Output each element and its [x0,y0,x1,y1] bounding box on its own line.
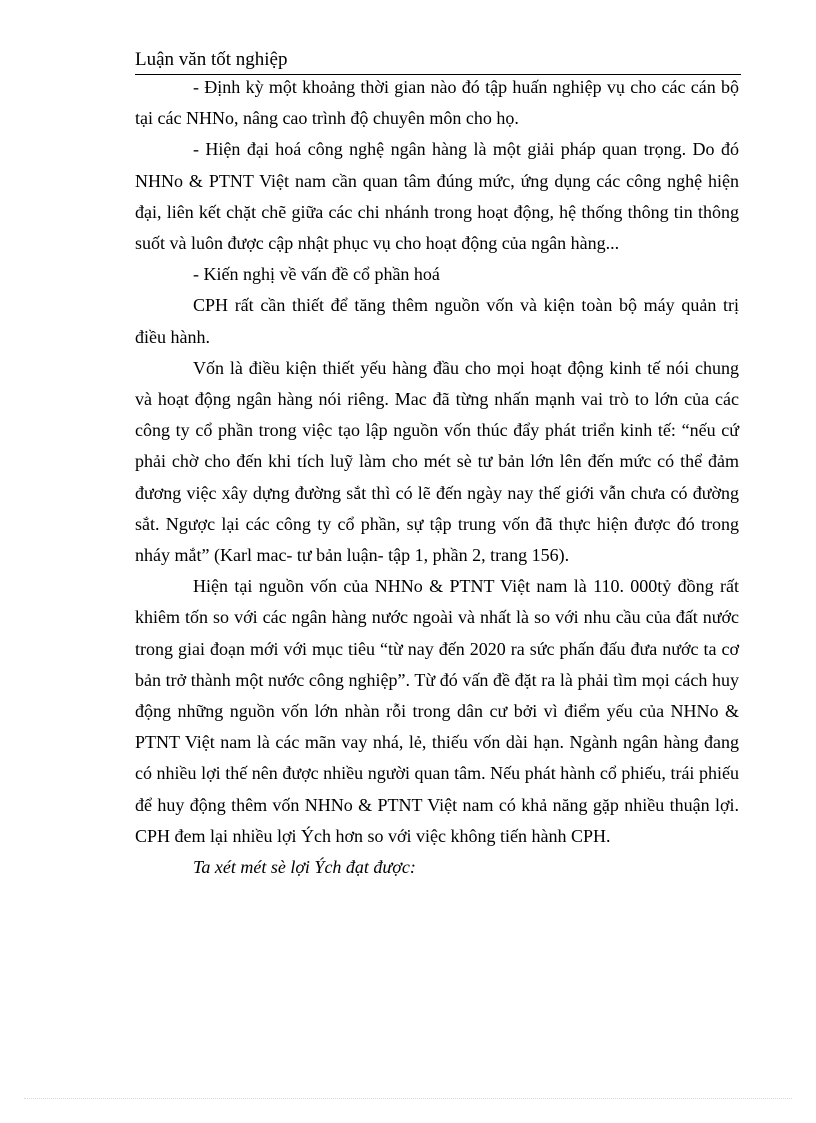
page-header [135,48,741,75]
paragraph-benefits-intro: Ta xét mét sè lợi Ých đạt được: [193,857,416,878]
paragraph-modernization: - Hiện đại hoá công nghệ ngân hàng là một giải pháp quan trọng. Do đó NHNo & PTNT Việt nam cần quan tâm đúng mức, ứng dụng các công nghệ hiện đại, liên kết chặt chẽ giữa các chi nhánh trong hoạt động, hệ thống thông tin thông suốt và luôn được cập nhật phục vụ cho hoạt động của ngân hàng... [135,139,739,254]
paragraph-training: - Định kỳ một khoảng thời gian nào đó tập huấn nghiệp vụ cho các cán bộ tại các NHNo, nâng cao trình độ chuyên môn cho họ. [135,77,739,129]
document-body [135,72,739,883]
footer-divider [24,1098,792,1099]
page-header-title: Luận văn tốt nghiệp [135,49,288,70]
paragraph-capital-role: Vốn là điều kiện thiết yếu hàng đầu cho mọi hoạt động kinh tế nói chung và hoạt động ngân hàng nói riêng. Mac đã từng nhấn mạnh vai trò to lớn của các công ty cổ phần trong việc tạo lập nguồn vốn thúc đẩy phát triển kinh tế: “nếu cứ phải chờ cho đến khi tích luỹ làm cho mét sè tư bản lớn lên đến mức có thể đảm đương việc xây dựng đường sắt thì có lẽ đến ngày nay thế giới vẫn chưa có đường sắt. Ngược lại các công ty cổ phần, sự tập trung vốn đã thực hiện được đó trong nháy mắt” (Karl mac- tư bản luận- tập 1, phần 2, trang 156). [135,357,739,566]
paragraph-cph-necessity: CPH rất cần thiết để tăng thêm nguồn vốn và kiện toàn bộ máy quản trị điều hành. [135,295,739,347]
paragraph-equitization-heading: - Kiến nghị về vấn đề cổ phần hoá [193,264,440,285]
paragraph-current-capital: Hiện tại nguồn vốn của NHNo & PTNT Việt nam là 110. 000tỷ đồng rất khiêm tốn so với các ngân hàng nước ngoài và nhất là so với nhu cầu của đất nước trong giai đoạn mới với mục tiêu “từ nay đến 2020 ra sức phấn đấu đưa nước ta cơ bản trở thành một nước công nghiệp”. Từ đó vấn đề đặt ra là phải tìm mọi cách huy động những nguồn vốn lớn nhàn rỗi trong dân cư bởi vì điểm yếu của NHNo & PTNT Việt nam là các mãn vay nhá, lẻ, thiếu vốn dài hạn. Ngành ngân hàng đang có nhiều lợi thế nên được nhiều người quan tâm. Nếu phát hành cổ phiếu, trái phiếu để huy động thêm vốn NHNo & PTNT Việt nam có khả năng gặp nhiều thuận lợi. CPH đem lại nhiều lợi Ých hơn so với việc không tiến hành CPH. [135,576,739,846]
